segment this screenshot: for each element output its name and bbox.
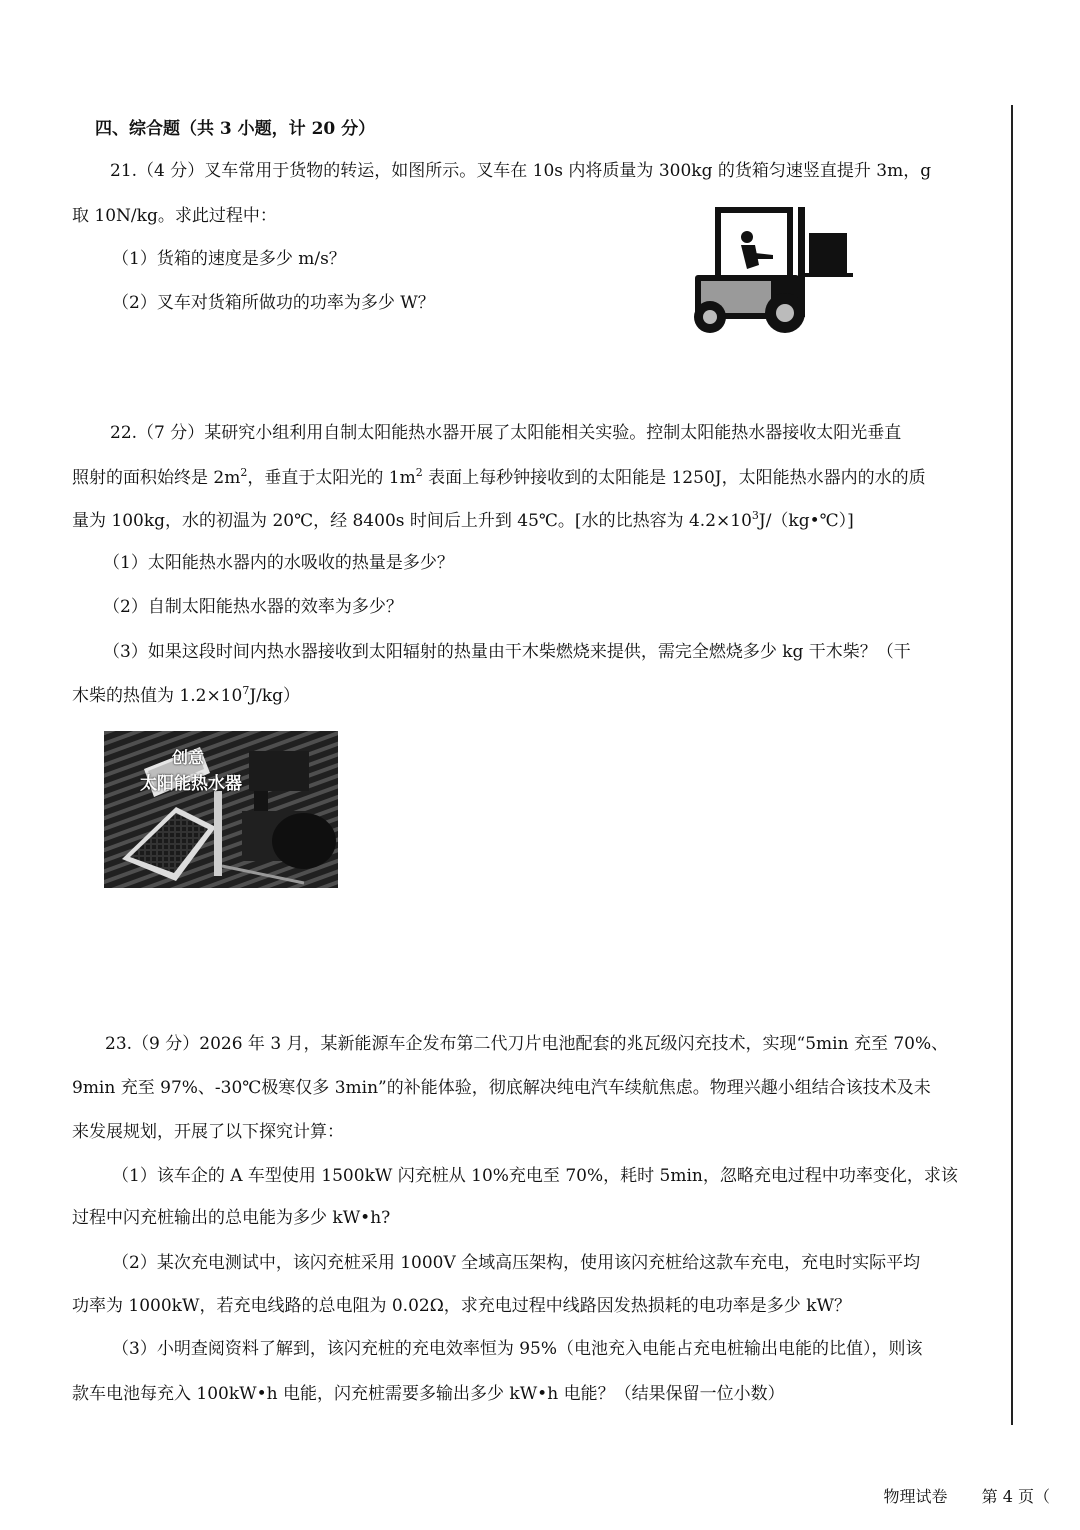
q21-line2: 取 10N/kg。求此过程中： xyxy=(72,206,277,226)
q22-line1: 22.（7 分）某研究小组利用自制太阳能热水器开展了太阳能相关实验。控制太阳能热水器接收太阳光垂直 xyxy=(110,423,902,443)
margin-rule xyxy=(1011,105,1013,1425)
q21-sub2: （2）叉车对货箱所做功的功率为多少 W？ xyxy=(112,293,435,313)
forklift-illustration xyxy=(685,203,855,335)
q23-sub3-line2: 款车电池每充入 100kW•h 电能，闪充桩需要多输出多少 kW•h 电能？（结果保留一位小数） xyxy=(72,1384,785,1404)
q22-line3: 量为 100kg，水的初温为 20℃，经 8400s 时间后上升到 45℃。[水的比热容为 $4.2\times 10^3J/(kg•℃)$] xyxy=(72,509,854,531)
footer-page: 第 4 页（ xyxy=(981,1487,1050,1506)
section-title: 四、综合题（共 3 小题，计 20 分） xyxy=(95,119,376,139)
q23-sub1-line1: （1）该车企的 A 车型使用 1500kW 闪充桩从 10%充电至 70%，耗时 5min，忽略充电过程中功率变化，求该 xyxy=(112,1166,958,1186)
q21-line1: 21.（4 分）叉车常用于货物的转运，如图所示。叉车在 10s 内将质量为 300kg 的货箱匀速竖直提升 3m，g xyxy=(110,161,932,181)
q23-line1: 23.（9 分）2026 年 3 月，某新能源车企发布第二代刀片电池配套的兆瓦级闪充技术，实现“5min 充至 70%、 xyxy=(105,1034,949,1054)
q23-line2: 9min 充至 97%、-30℃极寒仅多 3min”的补能体验，彻底解决纯电汽车续航焦虑。物理兴趣小组结合该技术及未 xyxy=(72,1078,931,1098)
q23-sub3-line1: （3）小明查阅资料了解到，该闪充桩的充电效率恒为 95%（电池充入电能占充电桩输出电能的比值），则该 xyxy=(112,1339,923,1359)
q21-sub1: （1）货箱的速度是多少 m/s？ xyxy=(112,249,346,269)
q22-sub3-line2: 木柴的热值为 $1.2\times 10^7J/kg$） xyxy=(72,684,301,706)
photo-caption-1: 创意 xyxy=(172,748,205,767)
q22-sub2: （2）自制太阳能热水器的效率为多少？ xyxy=(103,597,403,617)
photo-caption-2: 太阳能热水器 xyxy=(140,774,242,794)
solar-heater-photo-drawing xyxy=(104,731,338,888)
q23-sub1-line2: 过程中闪充桩输出的总电能为多少 kW•h? xyxy=(72,1208,391,1228)
q22-sub1: （1）太阳能热水器内的水吸收的热量是多少？ xyxy=(103,553,454,573)
q23-line3: 来发展规划，开展了以下探究计算： xyxy=(72,1122,344,1142)
q23-sub2-line1: （2）某次充电测试中，该闪充桩采用 1000V 全域高压架构，使用该闪充桩给这款车充电，充电时实际平均 xyxy=(112,1253,921,1273)
page-footer xyxy=(883,1484,1050,1507)
q22-sub3: （3）如果这段时间内热水器接收到太阳辐射的热量由干木柴燃烧来提供，需完全燃烧多少 kg 干木柴？（干 xyxy=(103,642,911,662)
q22-line2: 照射的面积始终是 $2m^2$，垂直于太阳光的 $1m^2$ 表面上每秒钟接收到的太阳能是 1250J，太阳能热水器内的水的质 xyxy=(72,466,926,488)
footer-subject: 物理试卷 xyxy=(883,1487,948,1506)
q23-sub2-line2: 功率为 1000kW，若充电线路的总电阻为 0.02Ω，求充电过程中线路因发热损耗的电功率是多少 kW？ xyxy=(72,1296,851,1316)
solar-heater-photo xyxy=(104,731,338,888)
